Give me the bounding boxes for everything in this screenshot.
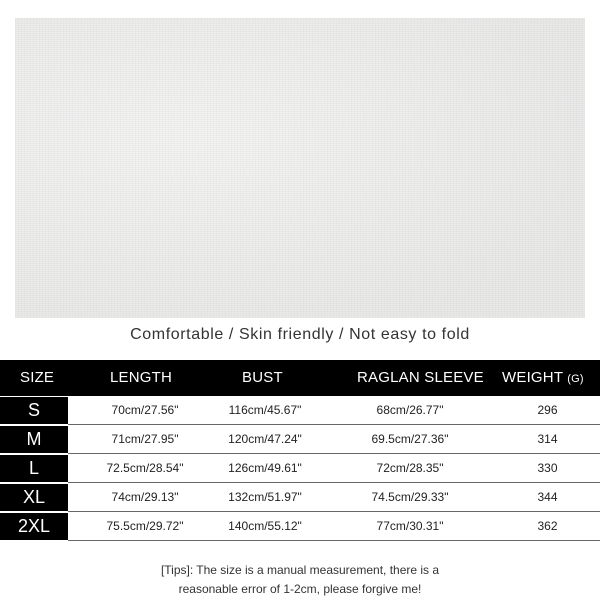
fabric-closeup-image <box>15 18 585 318</box>
table-row <box>0 425 600 454</box>
size-cell: XL <box>0 484 68 511</box>
header-weight <box>502 360 584 396</box>
size-chart-header <box>0 360 600 396</box>
size-tips-note <box>0 561 600 599</box>
weight-cell: 314 <box>537 432 558 446</box>
size-cell: M <box>0 426 68 453</box>
sleeve-cell: 72cm/28.35" <box>376 461 444 475</box>
size-chart-table <box>0 360 600 541</box>
header-raglan-sleeve: RAGLAN SLEEVE <box>357 369 484 386</box>
bust-cell: 140cm/55.12" <box>228 519 302 533</box>
sleeve-cell: 77cm/30.31" <box>376 519 444 533</box>
sleeve-cell: 69.5cm/27.36" <box>371 432 449 446</box>
table-row <box>0 512 600 541</box>
length-cell: 71cm/27.95" <box>111 432 179 446</box>
size-cell: 2XL <box>0 513 68 540</box>
bust-cell: 120cm/47.24" <box>228 432 302 446</box>
header-length: LENGTH <box>110 369 173 386</box>
weight-cell: 344 <box>537 490 558 504</box>
bust-cell: 126cm/49.61" <box>228 461 302 475</box>
bust-cell: 116cm/45.67" <box>228 403 302 417</box>
table-row <box>0 454 600 483</box>
bust-cell: 132cm/51.97" <box>228 490 302 504</box>
header-bust: BUST <box>242 369 283 386</box>
length-cell: 75.5cm/29.72" <box>106 519 184 533</box>
table-row <box>0 396 600 425</box>
sleeve-cell: 74.5cm/29.33" <box>371 490 449 504</box>
header-weight-label: WEIGHT <box>502 369 564 386</box>
sleeve-cell: 68cm/26.77" <box>376 403 444 417</box>
tips-line-2: reasonable error of 1-2cm, please forgive me! <box>178 582 422 596</box>
weight-cell: 362 <box>537 519 558 533</box>
length-cell: 70cm/27.56" <box>111 403 179 417</box>
header-size: SIZE <box>20 369 55 386</box>
size-cell: L <box>0 455 68 482</box>
table-row <box>0 483 600 512</box>
length-cell: 72.5cm/28.54" <box>106 461 184 475</box>
tips-line-1: [Tips]: The size is a manual measurement, there is a <box>160 563 440 577</box>
header-weight-unit: (G) <box>567 373 584 385</box>
weight-cell: 296 <box>537 403 558 417</box>
weight-cell: 330 <box>537 461 558 475</box>
size-cell: S <box>0 397 68 424</box>
row-divider <box>68 540 600 541</box>
length-cell: 74cm/29.13" <box>111 490 179 504</box>
product-caption: Comfortable / Skin friendly / Not easy to fold <box>130 326 470 343</box>
